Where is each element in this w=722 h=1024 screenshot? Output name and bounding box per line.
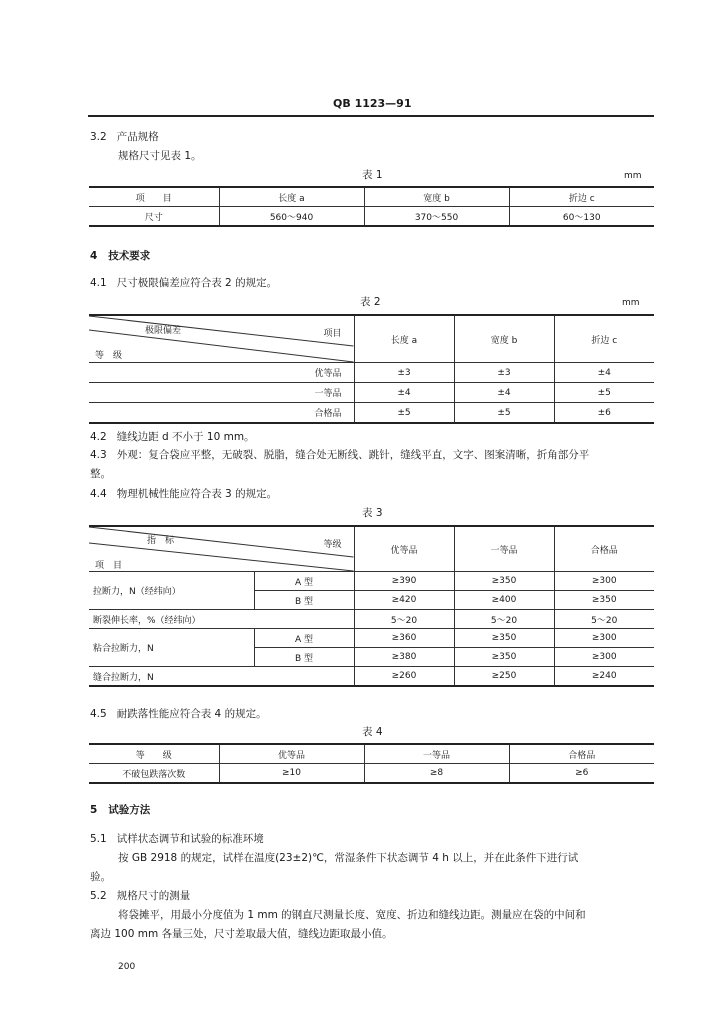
header-rule [88, 115, 654, 117]
section-number: 4.4 [90, 488, 107, 500]
table-2 [89, 314, 654, 424]
table-3-header: 合格品 [554, 526, 654, 572]
table-4-cell: ≥8 [364, 764, 509, 784]
table-4-header: 合格品 [509, 744, 654, 764]
table-1-header: 长度 a [219, 187, 364, 207]
table-3-cell: ≥350 [554, 591, 654, 610]
table-3-cell: ≥350 [454, 572, 554, 591]
table-2-cell: ±3 [454, 363, 554, 383]
table-3-subitem: B 型 [254, 648, 354, 667]
table-3-cell: 5～20 [554, 610, 654, 629]
section-text: 尺寸极限偏差应符合表 2 的规定。 [116, 277, 278, 289]
table-3-item: 断裂伸长率，%（经纬向） [89, 610, 354, 629]
table-3-subitem: A 型 [254, 572, 354, 591]
table-1-cell: 尺寸 [89, 207, 219, 227]
table-2-header: 宽度 b [454, 315, 554, 363]
table-4-cell: ≥10 [219, 764, 364, 784]
table-3-cell: ≥300 [554, 629, 654, 648]
table-2-header: 折边 c [554, 315, 654, 363]
section-5-2-text-cont: 离边 100 mm 各量三处，尺寸差取最大值，缝线边距取最小值。 [90, 928, 393, 940]
table-2-cell: ±5 [454, 403, 554, 424]
section-4-2 [90, 432, 255, 443]
table-4-header: 等 级 [89, 744, 219, 764]
corner-label-top: 项目 [323, 329, 342, 339]
table-3-cell: ≥350 [454, 629, 554, 648]
section-text: 外观：复合袋应平整，无破裂、脱脂，缝合处无断线、跳针，缝线平直，文字、图案清晰，折角部分平 [116, 449, 590, 461]
table-2-corner-cell [89, 315, 354, 363]
table-3-cell: ≥240 [554, 667, 654, 687]
table-1-cell: 560～940 [219, 207, 364, 227]
table-2-cell: ±5 [554, 383, 654, 403]
table-3-cell: ≥300 [554, 572, 654, 591]
table-1-header: 折边 c [509, 187, 654, 207]
table-3-header: 优等品 [354, 526, 454, 572]
corner-label-bottom: 等 级 [95, 351, 123, 361]
section-4-3 [90, 450, 589, 461]
section-number: 4 [90, 250, 98, 262]
table-3-cell: ≥380 [354, 648, 454, 667]
section-5-1-heading [90, 834, 264, 845]
section-number: 4.1 [90, 277, 107, 289]
table-2-grade: 优等品 [89, 363, 354, 383]
table-3-caption: 表 3 [362, 507, 383, 519]
section-title: 试验方法 [108, 804, 151, 816]
section-text: 物理机械性能应符合表 3 的规定。 [116, 488, 278, 500]
section-number: 5 [90, 804, 98, 816]
section-text: 耐跌落性能应符合表 4 的规定。 [116, 708, 267, 720]
table-4-header: 优等品 [219, 744, 364, 764]
corner-label-bottom: 项 目 [95, 561, 123, 571]
table-3-item: 粘合拉断力，N [89, 629, 254, 667]
corner-label-top: 等级 [323, 540, 342, 550]
section-number: 4.3 [90, 449, 107, 461]
table-3-cell: ≥420 [354, 591, 454, 610]
table-1-header: 项 目 [89, 187, 219, 207]
standard-code: QB 1123—91 [333, 97, 412, 110]
corner-label-middle: 极限偏差 [145, 326, 182, 336]
table-4 [89, 743, 654, 784]
table-3-cell: ≥300 [554, 648, 654, 667]
table-1-unit: mm [624, 171, 642, 181]
page-number: 200 [118, 962, 136, 972]
table-4-cell: ≥6 [509, 764, 654, 784]
table-2-cell: ±6 [554, 403, 654, 424]
section-number: 3.2 [90, 131, 107, 143]
table-1-cell: 370～550 [364, 207, 509, 227]
table-2-unit: mm [622, 298, 640, 308]
table-4-cell: 不破包跌落次数 [89, 764, 219, 784]
section-title: 规格尺寸的测量 [116, 890, 191, 902]
section-4-4 [90, 489, 277, 500]
section-title: 试样状态调节和试验的标准环境 [116, 833, 264, 845]
table-3-cell: ≥260 [354, 667, 454, 687]
corner-label-middle: 指 标 [147, 536, 175, 546]
table-4-caption: 表 4 [362, 726, 383, 738]
section-4-1 [90, 278, 277, 289]
table-1 [89, 186, 654, 227]
section-5-1-text-cont: 验。 [90, 871, 111, 883]
table-2-caption: 表 2 [360, 296, 381, 308]
table-1-cell: 60～130 [509, 207, 654, 227]
table-1-header: 宽度 b [364, 187, 509, 207]
table-3-cell: ≥360 [354, 629, 454, 648]
section-number: 5.1 [90, 833, 107, 845]
section-3-2-text: 规格尺寸见表 1。 [118, 150, 202, 162]
table-3-cell: ≥350 [454, 648, 554, 667]
table-3 [89, 525, 654, 687]
table-2-header: 长度 a [354, 315, 454, 363]
section-5-2-text: 将袋摊平，用最小分度值为 1 mm 的钢直尺测量长度、宽度、折边和缝线边距。测量应在袋的中间和 [118, 909, 586, 921]
table-2-cell: ±4 [454, 383, 554, 403]
table-2-cell: ±5 [354, 403, 454, 424]
section-4-heading [90, 251, 150, 262]
table-3-cell: ≥400 [454, 591, 554, 610]
section-number: 4.2 [90, 431, 107, 443]
table-3-cell: ≥390 [354, 572, 454, 591]
section-3-2-heading [90, 132, 159, 143]
table-3-subitem: B 型 [254, 591, 354, 610]
section-number: 4.5 [90, 708, 107, 720]
section-title: 产品规格 [116, 131, 159, 143]
section-4-3-cont: 整。 [90, 468, 111, 480]
table-2-cell: ±4 [354, 383, 454, 403]
section-4-5 [90, 709, 267, 720]
section-text: 缝线边距 d 不小于 10 mm。 [116, 431, 255, 443]
table-3-item: 缝合拉断力，N [89, 667, 354, 687]
section-5-2-heading [90, 891, 190, 902]
table-3-cell: 5～20 [354, 610, 454, 629]
table-3-corner-cell [89, 526, 354, 572]
table-1-caption: 表 1 [362, 169, 383, 181]
table-3-cell: ≥250 [454, 667, 554, 687]
table-2-grade: 一等品 [89, 383, 354, 403]
table-3-item: 拉断力，N（经纬向） [89, 572, 254, 610]
table-3-header: 一等品 [454, 526, 554, 572]
diagonal-lines [89, 316, 354, 362]
section-5-heading [90, 805, 150, 816]
table-3-cell: 5～20 [454, 610, 554, 629]
section-number: 5.2 [90, 890, 107, 902]
diagonal-lines [89, 527, 354, 571]
section-5-1-text: 按 GB 2918 的规定，试样在温度(23±2)℃，常湿条件下状态调节 4 h 以上，并在此条件下进行试 [118, 852, 579, 864]
section-title: 技术要求 [108, 250, 151, 262]
table-2-cell: ±4 [554, 363, 654, 383]
table-2-cell: ±3 [354, 363, 454, 383]
table-3-subitem: A 型 [254, 629, 354, 648]
table-2-grade: 合格品 [89, 403, 354, 424]
table-4-header: 一等品 [364, 744, 509, 764]
